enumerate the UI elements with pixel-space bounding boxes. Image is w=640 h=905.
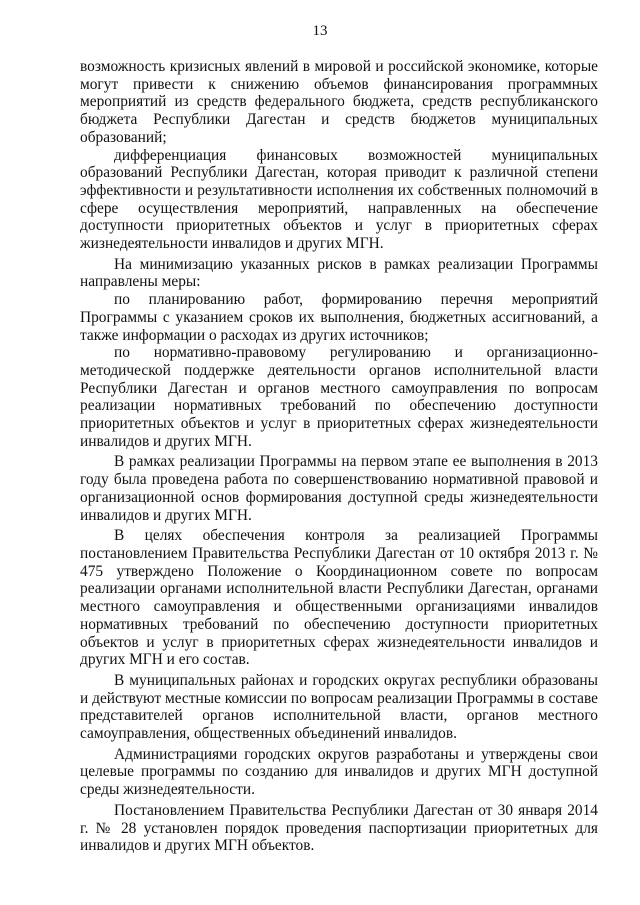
paragraph-coordination-council: В целях обеспечения контроля за реализацией Программы постановлением Правительства Республики Дагестан от 10 октября 2013 г. № 475 утверждено Положение о Координационном совете по вопросам реализации органами исполнительной власти Республики Дагестан, органами местного самоуправления и общественными организациями инвалидов нормативных требований по обеспечению доступности приоритетных объектов и услуг в приоритетных сферах жизнедеятельности инвалидов и других МГН и его состав.	[80, 527, 598, 669]
paragraph-first-stage: В рамках реализации Программы на первом этапе ее выполнения в 2013 году была проведена работа по совершенствованию нормативной правовой и организационной основ формирования доступной среды жизнедеятельности инвалидов и других МГН.	[80, 453, 598, 524]
paragraph-city-programs: Администрациями городских округов разработаны и утверждены свои целевые программы по созданию для инвалидов и других МГН доступной среды жизнедеятельности.	[80, 745, 598, 799]
paragraph-measure-planning: по планированию работ, формированию перечня мероприятий Программы с указанием сроков их выполнения, бюджетных ассигнований, а также информации о расходах из других источников;	[80, 291, 598, 344]
page-number: 13	[312, 23, 328, 39]
paragraph-passportization: Постановлением Правительства Республики Дагестан от 30 января 2014 г. № 28 установлен порядок проведения паспортизации приоритетных для инвалидов и других МГН объектов.	[80, 801, 598, 855]
paragraph-measure-regulation: по нормативно-правовому регулированию и организационно-методической поддержке деятельности органов исполнительной власти Республики Дагестан и органов местного самоуправления по вопросам реализации нормативных требований по обеспечению доступности приоритетных объектов и услуг в приоритетных сферах жизнедеятельности инвалидов и других МГН.	[80, 344, 598, 450]
paragraph-risks-crisis: возможность кризисных явлений в мировой и российской экономике, которые могут привести к снижению объемов финансирования программных мероприятий из средств федерального бюджета, средств республиканского бюджета Республики Дагестан и средств бюджетов муниципальных образований;	[80, 58, 598, 146]
paragraph-risks-differentiation: дифференциация финансовых возможностей муниципальных образований Республики Дагестан, которая приводит к различной степени эффективности и результативности исполнения их собственных полномочий в сфере осуществления мероприятий, направленных на обеспечение доступности приоритетных объектов и услуг в приоритетных сферах жизнедеятельности инвалидов и других МГН.	[80, 146, 598, 253]
paragraph-local-commissions: В муниципальных районах и городских округах республики образованы и действуют местные комиссии по вопросам реализации Программы в составе представителей органов исполнительной власти, органов местного самоуправления, общественных объединений инвалидов.	[80, 671, 598, 743]
document-body	[80, 58, 598, 855]
paragraph-measures-intro: На минимизацию указанных рисков в рамках реализации Программы направлены меры:	[80, 255, 598, 291]
